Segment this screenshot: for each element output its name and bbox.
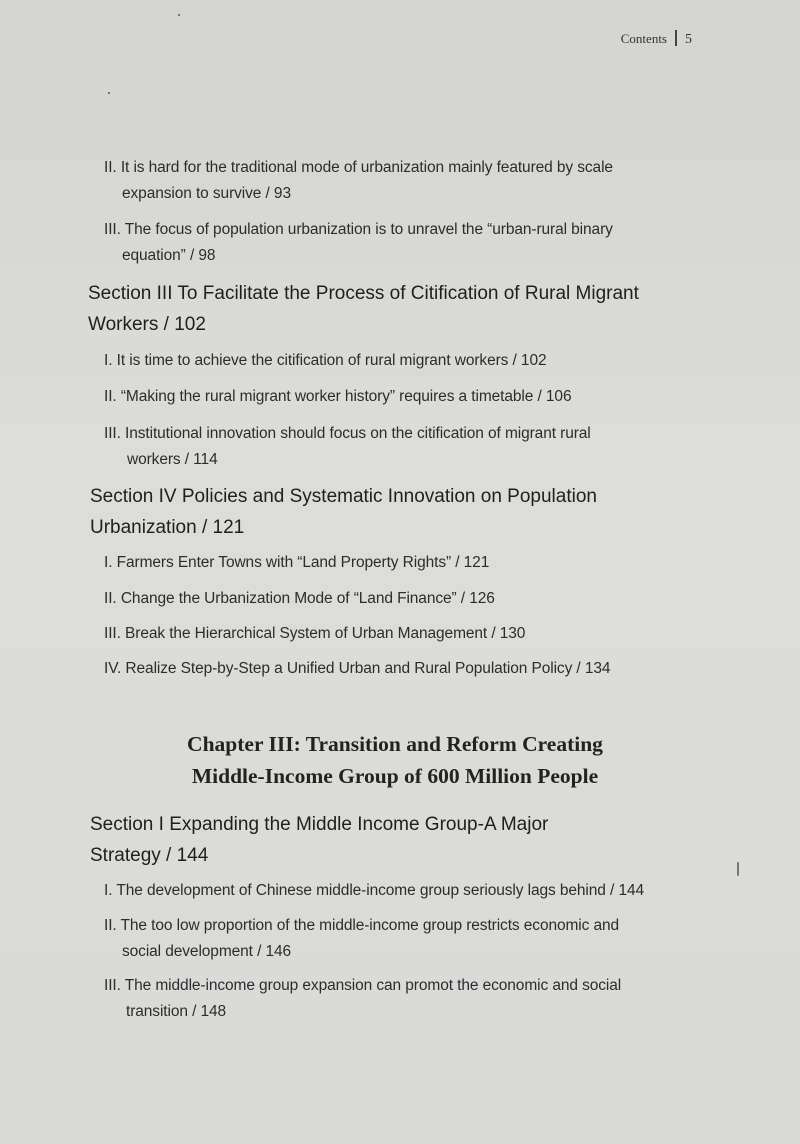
toc-entry-line: III. Institutional innovation should focus on the citification of migrant rural bbox=[104, 425, 591, 442]
chapter-title bbox=[100, 728, 690, 792]
toc-entry-line: workers / 114 bbox=[127, 451, 218, 468]
toc-entry-line: expansion to survive / 93 bbox=[122, 185, 291, 202]
section-heading-line: Urbanization / 121 bbox=[90, 517, 245, 538]
section-heading-line: Section III To Facilitate the Process of Citification of Rural Migrant bbox=[88, 283, 639, 304]
running-head-divider bbox=[675, 30, 677, 46]
toc-entry-line: III. The focus of population urbanization is to unravel the “urban-rural binary bbox=[104, 221, 613, 238]
chapter-title-line: Chapter III: Transition and Reform Creating bbox=[187, 732, 603, 756]
section-heading bbox=[90, 809, 700, 871]
toc-entry-line: social development / 146 bbox=[122, 943, 292, 960]
toc-entry-line: transition / 148 bbox=[126, 1003, 227, 1020]
section-heading-line: Section I Expanding the Middle Income Group-A Major bbox=[90, 814, 549, 835]
section-heading-line: Strategy / 144 bbox=[90, 845, 209, 866]
page-speck bbox=[108, 92, 110, 94]
page-speck bbox=[178, 14, 180, 16]
toc-entry-line: II. It is hard for the traditional mode of urbanization mainly featured by scale bbox=[104, 159, 613, 176]
section-heading bbox=[90, 481, 700, 543]
toc-entry bbox=[104, 913, 694, 965]
toc-entry bbox=[104, 155, 694, 207]
toc-entry-line: III. Break the Hierarchical System of Urban Management / 130 bbox=[104, 625, 526, 642]
toc-entry bbox=[104, 217, 694, 269]
page-speck bbox=[737, 862, 739, 876]
section-heading bbox=[88, 278, 698, 340]
running-head-label: Contents bbox=[620, 31, 667, 46]
toc-entry-line: IV. Realize Step-by-Step a Unified Urban and Rural Population Policy / 134 bbox=[104, 660, 611, 677]
toc-entry bbox=[104, 878, 694, 904]
toc-entry bbox=[104, 384, 694, 410]
toc-entry-line: II. The too low proportion of the middle-income group restricts economic and bbox=[104, 917, 620, 934]
toc-entry-line: II. “Making the rural migrant worker history” requires a timetable / 106 bbox=[104, 388, 572, 405]
page-number: 5 bbox=[685, 32, 692, 47]
toc-entry-line: III. The middle-income group expansion can promot the economic and social bbox=[104, 977, 622, 994]
toc-entry bbox=[104, 421, 694, 473]
toc-entry-line: II. Change the Urbanization Mode of “Land Finance” / 126 bbox=[104, 590, 495, 607]
toc-entry-line: I. Farmers Enter Towns with “Land Property Rights” / 121 bbox=[104, 554, 490, 571]
chapter-title-line: Middle-Income Group of 600 Million People bbox=[191, 764, 599, 788]
toc-entry-line: I. It is time to achieve the citification of rural migrant workers / 102 bbox=[104, 352, 547, 369]
toc-entry bbox=[104, 973, 694, 1025]
section-heading-line: Workers / 102 bbox=[88, 314, 206, 335]
toc-entry bbox=[104, 348, 694, 374]
toc-entry-line: I. The development of Chinese middle-income group seriously lags behind / 144 bbox=[104, 882, 645, 899]
toc-entry bbox=[104, 656, 694, 682]
toc-entry bbox=[104, 550, 694, 576]
toc-entry bbox=[104, 621, 694, 647]
section-heading-line: Section IV Policies and Systematic Innovation on Population bbox=[90, 486, 597, 507]
toc-entry bbox=[104, 586, 694, 612]
running-head bbox=[621, 30, 692, 48]
toc-entry-line: equation” / 98 bbox=[122, 247, 216, 264]
